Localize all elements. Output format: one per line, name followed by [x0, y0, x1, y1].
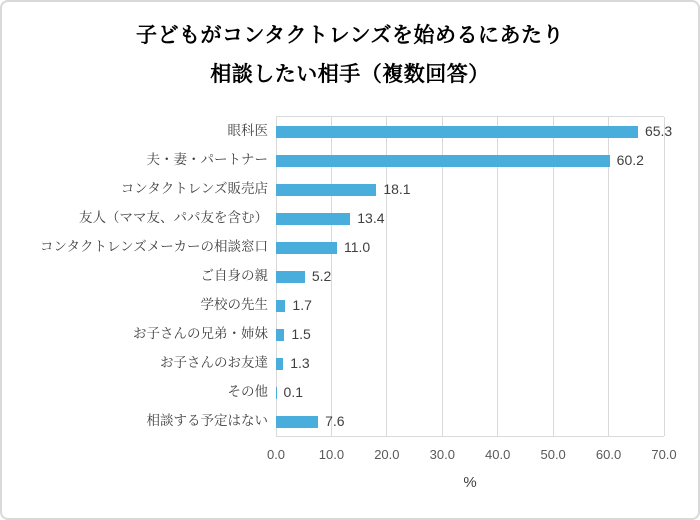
x-axis-tick-label: 0.0 — [266, 447, 286, 462]
bar-value-label: 18.1 — [383, 181, 411, 197]
category-label: 眼科医 — [227, 123, 268, 138]
bar — [276, 329, 284, 341]
category-label: 相談する予定はない — [146, 413, 268, 428]
category-label: コンタクトレンズメーカーの相談窓口 — [40, 239, 268, 254]
bar — [276, 416, 318, 428]
x-axis-tick-label: 10.0 — [318, 447, 345, 462]
bar-value-label: 0.1 — [283, 384, 304, 400]
category-label: その他 — [227, 384, 268, 399]
category-label: ご自身の親 — [200, 268, 268, 283]
x-axis-tick-label: 30.0 — [429, 447, 455, 462]
chart-title-line2: 相談したい相手（複数回答） — [210, 63, 490, 86]
bar — [276, 126, 638, 138]
bar-value-label: 65.3 — [644, 123, 673, 139]
category-label: 学校の先生 — [200, 297, 268, 312]
chart-title-line1: 子どもがコンタクトレンズを始めるにあたり — [135, 24, 564, 47]
plot-area — [276, 116, 673, 437]
bar-value-label: 13.4 — [357, 210, 385, 226]
x-axis-tick-label: 70.0 — [651, 447, 677, 462]
category-label: お子さんの兄弟・姉妹 — [133, 326, 268, 341]
category-label: 夫・妻・パートナー — [146, 152, 268, 167]
bar — [276, 184, 376, 196]
bar — [276, 271, 305, 283]
bar-value-label: 60.2 — [616, 152, 644, 168]
bar — [276, 213, 350, 225]
x-axis-tick-label: 60.0 — [595, 447, 622, 462]
x-axis-title: % — [463, 474, 477, 491]
gridline — [664, 117, 665, 436]
x-axis-tick-label: 50.0 — [540, 447, 566, 462]
chart-title — [2, 16, 698, 94]
bar — [276, 387, 277, 399]
bar — [276, 155, 610, 167]
category-label: お子さんのお友達 — [160, 355, 268, 370]
bar-value-label: 1.3 — [290, 355, 310, 371]
category-label: コンタクトレンズ販売店 — [120, 181, 268, 196]
bar — [276, 300, 285, 312]
category-label: 友人（ママ友、パパ友を含む） — [79, 210, 268, 225]
bar-value-label: 7.6 — [325, 413, 345, 429]
bar-value-label: 5.2 — [311, 268, 332, 284]
bar — [276, 358, 283, 370]
bar-value-label: 1.5 — [291, 326, 311, 342]
bar-value-label: 1.7 — [292, 297, 312, 313]
x-axis-tick-label: 40.0 — [485, 447, 511, 462]
x-axis-tick-label: 20.0 — [374, 447, 400, 462]
bar-value-label: 11.0 — [343, 239, 371, 255]
bar — [276, 242, 337, 254]
